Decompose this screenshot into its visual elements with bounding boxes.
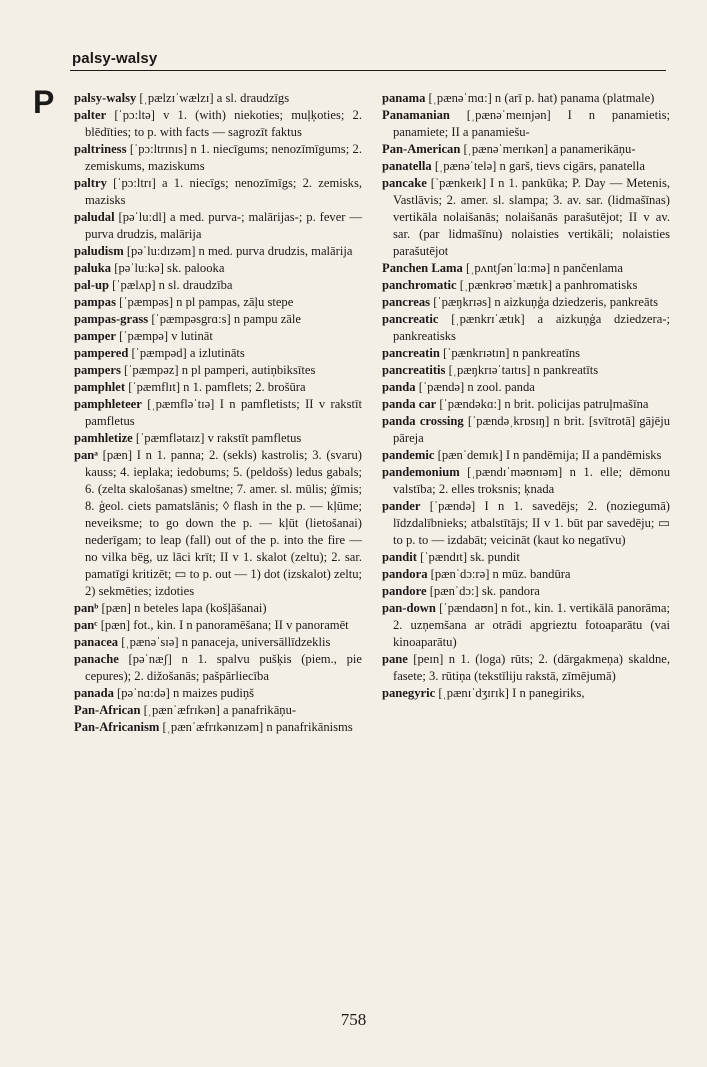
- entry-definition: [ˈpændɪt] sk. pundit: [417, 550, 520, 564]
- dictionary-entry: [382, 277, 670, 294]
- entry-definition: [ˈpæmflɪt] n 1. pamflets; 2. brošūra: [125, 380, 306, 394]
- entry-headword: Pan-African: [74, 703, 141, 717]
- entry-headword: panchromatic: [382, 278, 457, 292]
- entry-definition: [ˌpænəˈtelə] n garš, tievs cigārs, panatella: [431, 159, 645, 173]
- entry-definition: [ˈpændə] I n 1. savedējs; 2. (noziegumā) līdzdalībnieks; atbalstītājs; II v 1. būt par savedēju; ▭ to p. to — izdabāt; veicināt (kaut ko negatīvu): [393, 499, 670, 547]
- entry-definition: [ˌpæmfləˈtɪə] I n pamfletists; II v rakstīt pamfletus: [85, 397, 362, 428]
- entry-headword: paltriness: [74, 142, 127, 156]
- dictionary-entry: [382, 464, 670, 498]
- entry-definition: [pæn] I n 1. panna; 2. (sekls) kastrolis; 3. (svaru) kauss; 4. ieplaka; iedobums; 5. (peldošs) ledus gabals; 6. (zelta skalošanas) smeltne; 7. amer. sl. mūlis; ģīmis; 8. ģeol. ciets pamatslānis; ◊ flash in the p. — kļūme; neveiksme; to go down the p. — kļūt (lietošanai) nederīgam; to leap (fall) out of the p. into the fire — no vilka bēg, uz lāci krīt; II v 1. skalot (zeltu); 2. sar. pamatīgi kritizēt; ▭ to p. out — 1) dot (izskalot) zeltu; 2) sekmēties; izdoties: [85, 448, 362, 598]
- entry-definition: [ˌpænˈæfrɪkənɪzəm] n panafrikānisms: [159, 720, 353, 734]
- entry-definition: [ˈpɔ:ltrɪnɪs] n 1. niecīgums; nenozīmīgums; 2. zemiskums, maziskums: [85, 142, 362, 173]
- dictionary-entry: [74, 719, 362, 736]
- dictionary-entry: [74, 447, 362, 600]
- entry-definition: [ˌpænəˈmerɪkən] a panamerikāņu-: [460, 142, 636, 156]
- entry-headword: pandemic: [382, 448, 435, 462]
- entry-definition: [ˈpælʌp] n sl. draudzība: [109, 278, 233, 292]
- entry-headword: pampers: [74, 363, 121, 377]
- dictionary-entry: [382, 396, 670, 413]
- section-letter: P: [33, 84, 55, 120]
- entry-headword: pamper: [74, 329, 116, 343]
- entry-definition: [ˌpænəˈmeɪnjən] I n panamietis; panamiete; II a panamiešu-: [393, 108, 670, 139]
- entry-definition: [ˌpænəˈmɑ:] n (arī p. hat) panama (platmale): [425, 91, 655, 105]
- entry-definition: [ˈpɔ:ltrɪ] a 1. niecīgs; nenozīmīgs; 2. zemisks, mazisks: [85, 176, 362, 207]
- dictionary-entry: [382, 600, 670, 651]
- dictionary-entry: [382, 175, 670, 260]
- dictionary-entry: [74, 651, 362, 685]
- dictionary-entry: [382, 498, 670, 549]
- entry-headword: pampas: [74, 295, 116, 309]
- entry-definition: [pəˈnæʃ] n 1. spalvu pušķis (piem., pie cepures); 2. dižošanās; pašpārliecība: [85, 652, 362, 683]
- running-head: palsy-walsy: [72, 50, 158, 67]
- entry-headword: pampered: [74, 346, 129, 360]
- entry-headword: pan-down: [382, 601, 436, 615]
- entry-headword: panada: [74, 686, 114, 700]
- entry-definition: [ˌpælzɪˈwælzɪ] a sl. draudzīgs: [136, 91, 290, 105]
- entry-headword: palter: [74, 108, 107, 122]
- entry-definition: [pæn] n beteles lapa (košļāšanai): [98, 601, 267, 615]
- entry-headword: pander: [382, 499, 421, 513]
- dictionary-entry: [74, 90, 362, 107]
- dictionary-entry: [74, 277, 362, 294]
- entry-headword: pampas-grass: [74, 312, 149, 326]
- entry-headword: panᵃ: [74, 448, 98, 462]
- entry-headword: Pan-Africanism: [74, 720, 160, 734]
- dictionary-entry: [382, 141, 670, 158]
- entry-headword: panᶜ: [74, 618, 98, 632]
- entry-headword: pandit: [382, 550, 418, 564]
- entry-definition: [ˈpæmpə] v lutināt: [115, 329, 213, 343]
- entry-headword: panama: [382, 91, 426, 105]
- dictionary-entry: [382, 583, 670, 600]
- entry-definition: [pæn] fot., kin. I n panoramēšana; II v panoramēt: [97, 618, 349, 632]
- entry-definition: [pəˈnɑ:də] n maizes pudiņš: [113, 686, 255, 700]
- entry-definition: [ˈpɔ:ltə] v 1. (with) niekoties; muļķoties; 2. blēdīties; to p. with facts — sagrozīt faktus: [85, 108, 362, 139]
- entry-definition: [pænˈdemɪk] I n pandēmija; II a pandēmisks: [434, 448, 662, 462]
- dictionary-entry: [74, 141, 362, 175]
- dictionary-entry: [74, 430, 362, 447]
- dictionary-entry: [74, 617, 362, 634]
- entry-headword: pandore: [382, 584, 427, 598]
- entry-definition: [ˌpʌntʃənˈlɑ:mə] n pančenlama: [462, 261, 623, 275]
- dictionary-entry: [382, 566, 670, 583]
- entry-headword: pamphlet: [74, 380, 126, 394]
- entry-definition: [ˈpæŋkrɪəs] n aizkuņģa dziedzeris, pankreāts: [430, 295, 658, 309]
- entry-definition: [ˌpænkrɪˈætɪk] a aizkuņģa dziedzera-; pankreatisks: [393, 312, 670, 343]
- entry-definition: [ˌpændɪˈməʊnɪəm] n 1. elle; dēmonu valstība; 2. elles troksnis; ķnada: [393, 465, 670, 496]
- dictionary-entry: [74, 600, 362, 617]
- header-rule: [70, 70, 666, 71]
- dictionary-entry: [382, 107, 670, 141]
- entry-headword: panda car: [382, 397, 437, 411]
- entry-definition: [ˌpænɪˈdʒɪrɪk] I n panegiriks,: [435, 686, 585, 700]
- entry-headword: panᵇ: [74, 601, 99, 615]
- entry-headword: paluka: [74, 261, 112, 275]
- entry-headword: paltry: [74, 176, 107, 190]
- dictionary-entry: [382, 447, 670, 464]
- entry-headword: palsy-walsy: [74, 91, 137, 105]
- entry-definition: [ˈpæmpəsgrɑ:s] n pampu zāle: [148, 312, 301, 326]
- entry-definition: [ˈpæmflətaɪz] v rakstīt pamfletus: [132, 431, 302, 445]
- dictionary-entry: [382, 345, 670, 362]
- entry-definition: [ˈpæmpəs] n pl pampas, zāļu stepe: [116, 295, 294, 309]
- dictionary-entry: [74, 685, 362, 702]
- entry-definition: [pəˈlu:dɪzəm] n med. purva drudzis, malārija: [123, 244, 353, 258]
- entry-headword: pancake: [382, 176, 427, 190]
- entry-headword: pancreas: [382, 295, 431, 309]
- entry-headword: panache: [74, 652, 119, 666]
- entry-definition: [peɪn] n 1. (loga) rūts; 2. (dārgakmeņa) skaldne, fasete; 3. rūtiņa (tekstīliju rakstā, zīmējumā): [393, 652, 670, 683]
- dictionary-entry: [74, 345, 362, 362]
- entry-definition: [ˈpændaʊn] n fot., kin. 1. vertikālā panorāma; 2. uzņemšana ar otrādi apgrieztu fotoaparātu (vai kinoaparātu): [393, 601, 670, 649]
- entry-headword: pane: [382, 652, 408, 666]
- entry-headword: pamphleteer: [74, 397, 142, 411]
- entry-headword: pal-up: [74, 278, 110, 292]
- dictionary-entry: [382, 294, 670, 311]
- entry-headword: pandemonium: [382, 465, 460, 479]
- entry-definition: [ˌpænˈæfrɪkən] a panafrikāņu-: [140, 703, 297, 717]
- entry-headword: Panamanian: [382, 108, 450, 122]
- left-column: [74, 90, 362, 736]
- entry-definition: [ˈpænkeɪk] I n 1. pankūka; P. Day — Metenis, Vastlāvis; 2. amer. sl. slampa; 3. av. sar. (lidmašīnas) vertikāla nolaišanās; nolaišanās parašutējot; II v av. sar. (par lidmašīnu) nolaisties vertikāli; nolaisties parašutējot: [393, 176, 670, 258]
- entry-headword: paludal: [74, 210, 115, 224]
- dictionary-entry: [382, 362, 670, 379]
- entry-definition: [ˌpænəˈsɪə] n panaceja, universāllīdzeklis: [118, 635, 331, 649]
- entry-headword: pancreatic: [382, 312, 439, 326]
- dictionary-entry: [74, 107, 362, 141]
- dictionary-entry: [382, 158, 670, 175]
- dictionary-entry: [382, 90, 670, 107]
- page-number: 758: [340, 1010, 367, 1029]
- entry-definition: [ˈpæmpəd] a izlutināts: [128, 346, 245, 360]
- entry-headword: panatella: [382, 159, 432, 173]
- entry-headword: pamhletize: [74, 431, 133, 445]
- dictionary-entry: [74, 362, 362, 379]
- entry-definition: [pəˈlu:dl] a med. purva-; malārijas-; p. fever — purva drudzis, malārija: [85, 210, 362, 241]
- dictionary-entry: [74, 294, 362, 311]
- entry-definition: [ˈpænkrɪətɪn] n pankreatīns: [439, 346, 581, 360]
- dictionary-entry: [382, 549, 670, 566]
- entry-definition: [pænˈdɔ:] sk. pandora: [426, 584, 540, 598]
- dictionary-entry: [382, 413, 670, 447]
- entry-definition: [pænˈdɔ:rə] n mūz. bandūra: [427, 567, 571, 581]
- dictionary-entry: [74, 634, 362, 651]
- dictionary-entry: [74, 396, 362, 430]
- entry-definition: [ˈpændəkɑ:] n brit. policijas patruļmašīna: [436, 397, 649, 411]
- dictionary-entry: [382, 651, 670, 685]
- entry-definition: [pəˈlu:kə] sk. palooka: [111, 261, 225, 275]
- entry-headword: Panchen Lama: [382, 261, 463, 275]
- entry-definition: [ˈpændə] n zool. panda: [415, 380, 535, 394]
- entry-definition: [ˌpæŋkrɪəˈtaɪtɪs] n pankreatīts: [445, 363, 599, 377]
- dictionary-entry: [74, 328, 362, 345]
- dictionary-entry: [382, 379, 670, 396]
- dictionary-entry: [74, 379, 362, 396]
- dictionary-entry: [74, 175, 362, 209]
- entry-headword: panda: [382, 380, 416, 394]
- entry-definition: [ˈpæmpəz] n pl pamperi, autiņbiksītes: [120, 363, 316, 377]
- entry-headword: panegyric: [382, 686, 436, 700]
- entry-definition: [ˌpænkrəʊˈmætɪk] a panhromatisks: [456, 278, 638, 292]
- dictionary-entry: [382, 311, 670, 345]
- dictionary-entry: [382, 685, 670, 702]
- dictionary-entry: [74, 243, 362, 260]
- dictionary-entry: [74, 311, 362, 328]
- entry-headword: panacea: [74, 635, 119, 649]
- entry-headword: pandora: [382, 567, 428, 581]
- dictionary-entry: [74, 702, 362, 719]
- entry-definition: [ˈpændəˌkrɒsɪŋ] n brit. [svītrotā] gājēju pāreja: [393, 414, 670, 445]
- entry-headword: paludism: [74, 244, 124, 258]
- dictionary-entry: [74, 260, 362, 277]
- dictionary-entry: [382, 260, 670, 277]
- entry-headword: panda crossing: [382, 414, 464, 428]
- entry-headword: pancreatitis: [382, 363, 446, 377]
- right-column: [382, 90, 670, 702]
- entry-headword: pancreatin: [382, 346, 440, 360]
- dictionary-entry: [74, 209, 362, 243]
- entry-headword: Pan-American: [382, 142, 461, 156]
